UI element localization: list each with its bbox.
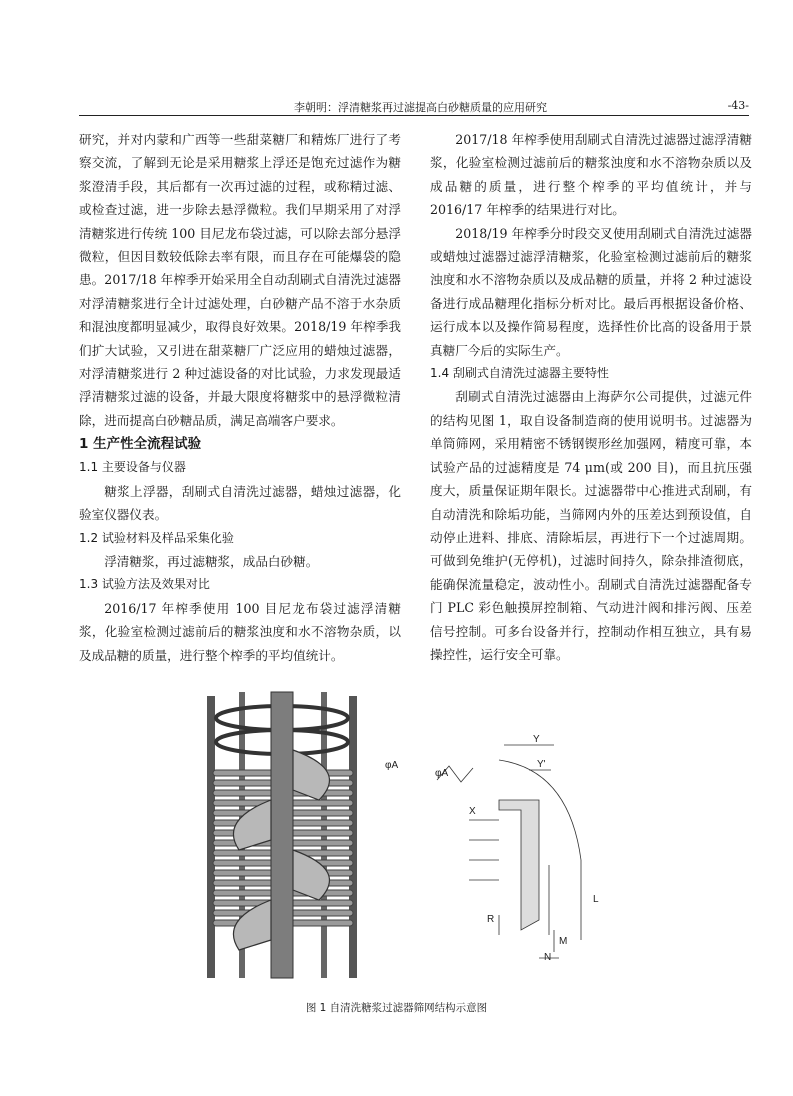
label-n: N [544, 952, 552, 963]
running-header [79, 97, 749, 116]
label-y-prime: Y' [537, 759, 546, 770]
section-1-2-text: 浮清糖浆，再过滤糖浆，成品白砂糖。 [104, 553, 319, 569]
label-r: R [487, 914, 495, 925]
section-1-3-text: 2016/17 年榨季使用 100 目尼龙布袋过滤浮清糖浆，化验室检测过滤前后的糖浆浊度和水不溶物杂质，以及成品糖的质量，进行整个榨季的平均值统计。 [79, 600, 401, 663]
section-1-2-heading: 1.2 试验材料及样品采集化验 [79, 530, 234, 545]
filter-screen-figure [199, 690, 599, 982]
label-y: Y [533, 734, 540, 745]
label-phi-a-1: φA [385, 760, 399, 771]
section-1-3-heading: 1.3 试验方法及效果对比 [79, 577, 210, 592]
filter-3d-illustration [207, 692, 357, 978]
header-title: 李朝明：浮清糖浆再过滤提高白砂糖质量的应用研究 [294, 101, 547, 114]
label-m: M [559, 936, 568, 947]
figure-caption: 图 1 自清洗糖浆过滤器筛网结构示意图 [305, 1002, 488, 1014]
left-column [79, 128, 401, 667]
method-2018-paragraph: 2018/19 年榨季分时段交叉使用刮刷式自清洗过滤器或蜡烛过滤器过滤浮清糖浆，化验室检测过滤前后的糖浆浊度和水不溶物杂质以及成品糖的质量，并将 2 种过滤设备进行成品糖理化指标分析对比。最后再根据设备价格、运行成本以及操作简易程度，选择性价比高的设备用于景真糖厂今后的实际生产。 [430, 225, 752, 358]
right-column [430, 128, 752, 666]
section-1-1-heading: 1.1 主要设备与仪器 [79, 460, 186, 475]
label-l: L [593, 894, 599, 905]
profile-wire-diagram [437, 745, 581, 958]
section-1-heading: 1 生产性全流程试验 [79, 436, 202, 453]
section-1-4-text: 刮刷式自清洗过滤器由上海萨尔公司提供，过滤元件的结构见图 1，取自设备制造商的使用说明书。过滤器为单筒筛网，采用精密不锈钢锲形丝加强网，精度可靠，本试验产品的过滤精度是 74 μm(或 200 目)，而且抗压强度大，质量保证期年限长。过滤器带中心推进式刮刷，有自动清洗和除垢功能，当筛网内外的压差达到预设值，自动停止进料、排底、清除垢层，再进行下一个过滤周期。可做到免维护(无停机)，过滤时间持久，除杂排渣彻底，能确保流量稳定，波动性小。刮刷式自清洗过滤器配备专门 PLC 彩色触摸屏控制箱、气动进汁阀和排污阀、压差信号控制。可多台设备并行，控制动作相互独立，具有易操控性，运行安全可靠。 [430, 389, 752, 662]
label-phi-a-2: φA [435, 768, 449, 779]
intro-paragraph-continued: 研究，并对内蒙和广西等一些甜菜糖厂和精炼厂进行了考察交流，了解到无论是采用糖浆上浮还是饱充过滤作为糖浆澄清手段，其后都有一次再过滤的过程，或称精过滤、或检查过滤，进一步除去悬浮微粒。我们早期采用了对浮清糖浆进行传统 100 目尼龙布袋过滤，可以除去部分悬浮微粒，但因目数较低除去率有限，而且存在可能爆袋的隐患。2017/18 年榨季开始采用全自动刮刷式自清洗过滤器对浮清糖浆进行全计过滤处理，白砂糖产品不溶于水杂质和混浊度都明显减少，取得良好效果。2018/19 年榨季我们扩大试验，又引进在甜菜糖厂广泛应用的蜡烛过滤器，对浮清糖浆进行 2 种过滤设备的对比试验，力求发现最适浮清糖浆过滤的设备，并最大限度将糖浆中的悬浮微粒清除，进而提高白砂糖品质，满足高端客户要求。 [79, 132, 401, 428]
label-x: X [469, 806, 476, 817]
section-1-4-heading: 1.4 刮刷式自清洗过滤器主要特性 [430, 366, 609, 381]
page-number: -43- [727, 99, 749, 112]
section-1-1-text: 糖浆上浮器，刮刷式自清洗过滤器，蜡烛过滤器，化验室仪器仪表。 [79, 483, 401, 523]
method-2017-paragraph: 2017/18 年榨季使用刮刷式自清洗过滤器过滤浮清糖浆，化验室检测过滤前后的糖浆浊度和水不溶物杂质以及成品糖的质量，进行整个榨季的平均值统计，并与 2016/17 年榨季的结果进行对比。 [430, 132, 752, 218]
